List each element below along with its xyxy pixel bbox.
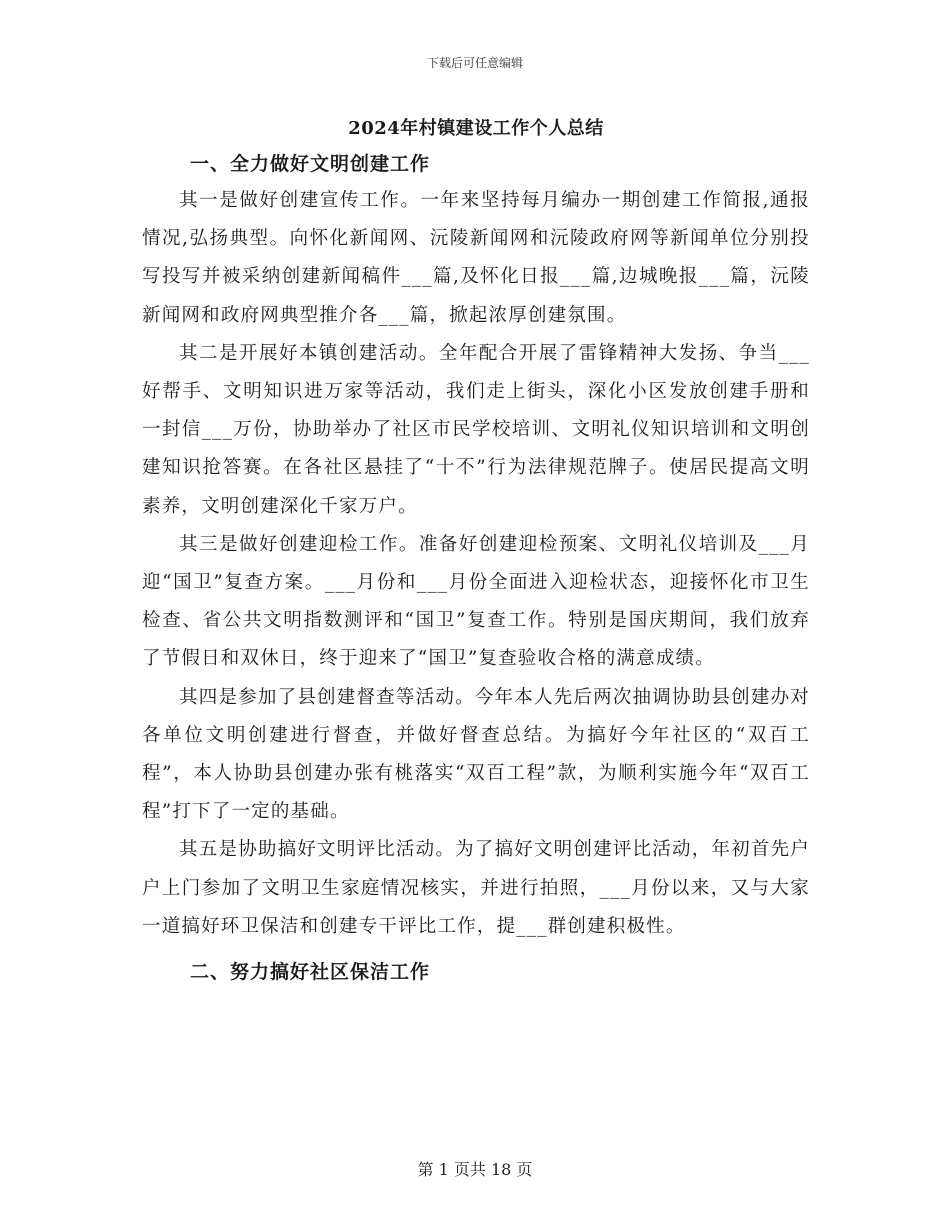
section-heading-2: 二、努力搞好社区保洁工作	[190, 961, 431, 984]
page-header-note: 下载后可任意编辑	[426, 56, 523, 70]
page-number: 第 1 页共 18 页	[417, 1160, 533, 1179]
section-heading-1: 一、全力做好文明创建工作	[190, 153, 431, 175]
document-body	[142, 112, 810, 990]
paragraph-1: 其一是做好创建宣传工作。一年来坚持每月编办一期创建工作简报,通报情况,弘扬典型。向怀化新闻网、沅陵新闻网和沅陵政府网等新闻单位分别投写投写并被采纳创建新闻稿件___篇,及怀化日报___篇,边城晚报___篇，沅陵新闻网和政府网典型推介各___篇，掀起浓厚创建氛围。	[142, 190, 810, 326]
paragraph-5: 其五是协助搞好文明评比活动。为了搞好文明创建评比活动，年初首先户户上门参加了文明卫生家庭情况核实，并进行拍照，___月份以来，又与大家一道搞好环卫保洁和创建专干评比工作，提___群创建积极性。	[142, 839, 810, 937]
paragraph-4: 其四是参加了县创建督查等活动。今年本人先后两次抽调协助县创建办对各单位文明创建进行督查，并做好督查总结。为搞好今年社区的“双百工程”，本人协助县创建办张有桃落实“双百工程”款，为顺利实施今年“双百工程”打下了一定的基础。	[142, 686, 810, 823]
paragraph-2: 其二是开展好本镇创建活动。全年配合开展了雷锋精神大发扬、争当___好帮手、文明知识进万家等活动，我们走上街头，深化小区发放创建手册和一封信___万份，协助举办了社区市民学校培训、文明礼仪知识培训和文明创建知识抢答赛。在各社区悬挂了“十不”行为法律规范牌子。使居民提高文明素养，文明创建深化千家万户。	[142, 342, 810, 517]
document-title: 2024年村镇建设工作个人总结	[348, 118, 604, 139]
paragraph-3: 其三是做好创建迎检工作。准备好创建迎检预案、文明礼仪培训及___月迎“国卫”复查方案。___月份和___月份全面进入迎检状态，迎接怀化市卫生检查、省公共文明指数测评和“国卫”复查工作。特别是国庆期间，我们放弃了节假日和双休日，终于迎来了“国卫”复查验收合格的满意成绩。	[142, 533, 810, 670]
